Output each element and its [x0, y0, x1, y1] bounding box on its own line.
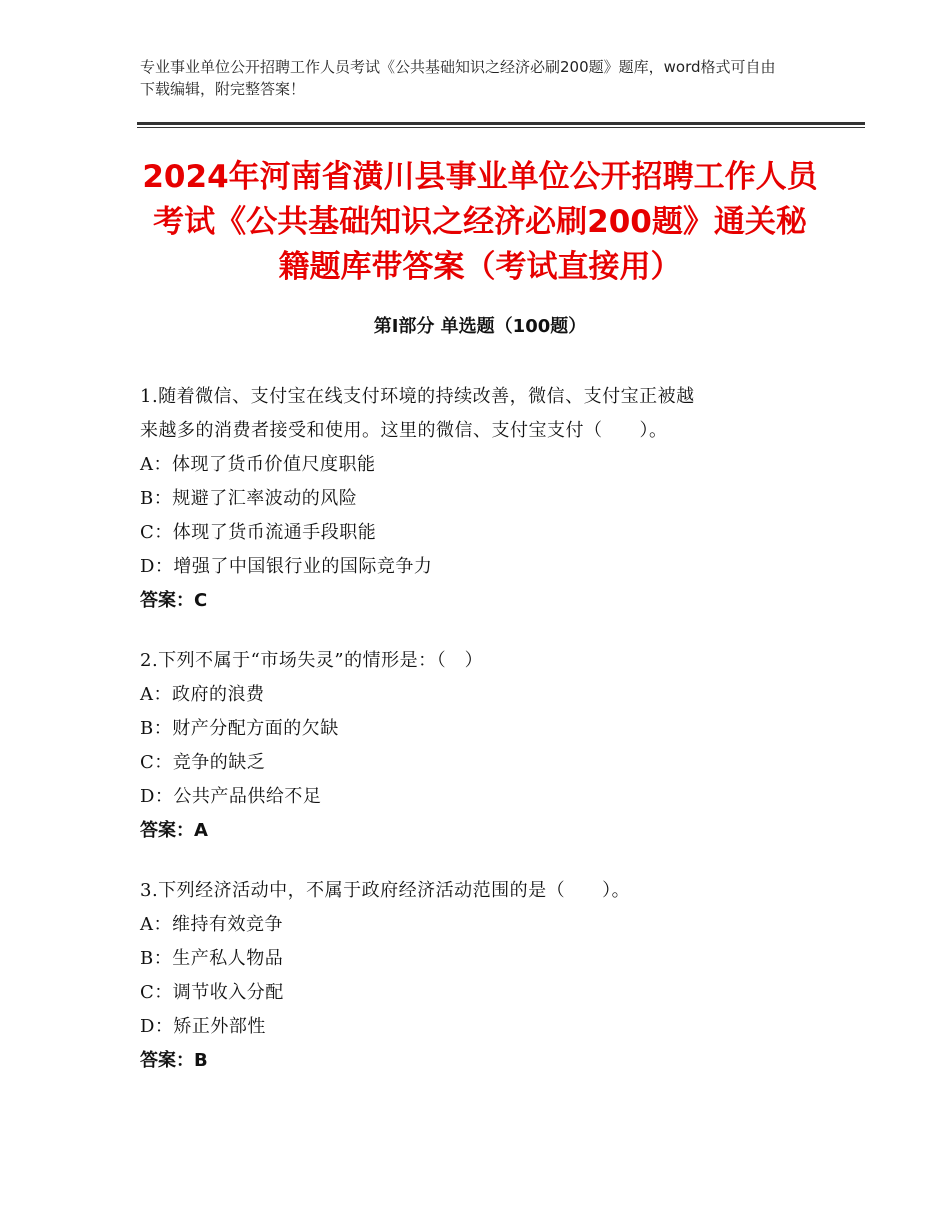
header-divider-thin — [137, 127, 865, 128]
option-c: C：竞争的缺乏 — [140, 752, 266, 773]
option-c: C：调节收入分配 — [140, 982, 284, 1003]
option-b: B：生产私人物品 — [140, 948, 284, 969]
document-title: 2024年河南省潢川县事业单位公开招聘工作人员考试《公共基础知识之经济必刷200题》通关秘籍题库带答案（考试直接用） — [142, 159, 818, 285]
option-d: D：公共产品供给不足 — [140, 786, 322, 807]
header-note: 专业事业单位公开招聘工作人员考试《公共基础知识之经济必刷200题》题库，word格式可自由下载编辑，附完整答案！ — [140, 58, 776, 98]
question-list — [140, 380, 820, 1104]
answer: 答案：A — [140, 820, 208, 841]
option-c: C：体现了货币流通手段职能 — [140, 522, 377, 543]
option-a: A：体现了货币价值尺度职能 — [140, 454, 376, 475]
option-b: B：规避了汇率波动的风险 — [140, 488, 358, 509]
option-d: D：矫正外部性 — [140, 1016, 266, 1037]
question-stem: 1.随着微信、支付宝在线支付环境的持续改善，微信、支付宝正被越 — [140, 386, 695, 407]
answer: 答案：B — [140, 1050, 208, 1071]
question-stem: 2.下列不属于“市场失灵”的情形是：（ ） — [140, 650, 484, 671]
section-title: 第Ⅰ部分 单选题（100题） — [373, 316, 587, 337]
option-a: A：政府的浪费 — [140, 684, 265, 705]
question-2 — [140, 644, 820, 848]
question-stem: 3.下列经济活动中，不属于政府经济活动范围的是（ ）。 — [140, 880, 631, 901]
option-d: D：增强了中国银行业的国际竞争力 — [140, 556, 433, 577]
option-a: A：维持有效竞争 — [140, 914, 283, 935]
question-stem-continued: 来越多的消费者接受和使用。这里的微信、支付宝支付（ ）。 — [140, 420, 668, 441]
header-divider-thick — [137, 122, 865, 125]
question-3 — [140, 874, 820, 1078]
question-1 — [140, 380, 820, 618]
answer: 答案：C — [140, 590, 208, 611]
option-b: B：财产分配方面的欠缺 — [140, 718, 339, 739]
